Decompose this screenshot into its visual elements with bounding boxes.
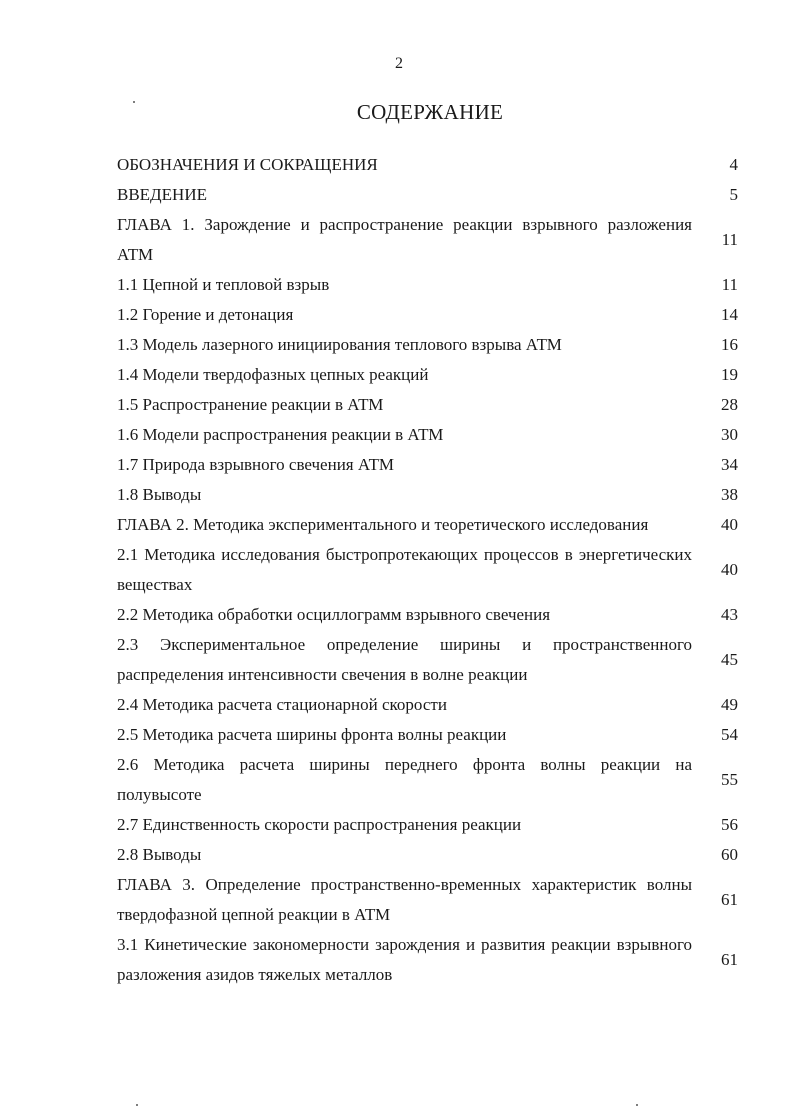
toc-entry-title: 1.2 Горение и детонация	[117, 305, 294, 324]
toc-entry-page: 40	[721, 560, 738, 579]
toc-entry	[117, 390, 738, 420]
toc-entry	[117, 930, 738, 990]
toc-entry-title: 2.5 Методика расчета ширины фронта волны реакции	[117, 725, 507, 744]
toc-entry-page: 60	[721, 845, 738, 864]
toc-entry	[117, 270, 738, 300]
toc-entry-title: 1.4 Модели твердофазных цепных реакций	[117, 365, 429, 384]
scan-speck	[136, 1104, 138, 1106]
toc-entry-page: 55	[721, 770, 738, 789]
toc-entry	[117, 180, 738, 210]
toc-entry-page: 11	[721, 275, 738, 294]
toc-entry-page: 61	[721, 950, 738, 969]
toc-entry-page: 19	[721, 365, 738, 384]
scan-speck	[636, 1104, 638, 1106]
toc-entry-page: 28	[721, 395, 738, 414]
toc-entry-page: 40	[721, 515, 738, 534]
toc-entry-title: 1.3 Модель лазерного инициирования теплового взрыва АТМ	[117, 335, 562, 354]
toc-entry-title: 2.2 Методика обработки осциллограмм взрывного свечения	[117, 605, 551, 624]
toc-entry-title: 2.1 Методика исследования быстропротекающих процессов в энергетических веществах	[117, 545, 692, 594]
toc-entry-title: 1.1 Цепной и тепловой взрыв	[117, 275, 330, 294]
toc-entry-title: 2.7 Единственность скорости распространения реакции	[117, 815, 522, 834]
toc-entry-page: 34	[721, 455, 738, 474]
toc-entry-page: 38	[721, 485, 738, 504]
toc-entry-page: 45	[721, 650, 738, 669]
toc-entry	[117, 870, 738, 930]
toc-entry-page: 49	[721, 695, 738, 714]
toc-entry	[117, 360, 738, 390]
toc-entry-page: 11	[721, 230, 738, 249]
scan-speck	[133, 101, 135, 103]
toc-entry-title: 2.6 Методика расчета ширины переднего фронта волны реакции на полувысоте	[117, 755, 692, 804]
toc-entry-page: 61	[721, 890, 738, 909]
toc-entry	[117, 150, 738, 180]
page-number: 2	[395, 55, 403, 72]
toc-entry	[117, 330, 738, 360]
toc-entry-page: 30	[721, 425, 738, 444]
toc-entry	[117, 300, 738, 330]
toc-entry	[117, 720, 738, 750]
toc-entry-title: 2.4 Методика расчета стационарной скорости	[117, 695, 447, 714]
toc-entry-title: ВВЕДЕНИЕ	[117, 185, 207, 204]
toc-entry	[117, 690, 738, 720]
toc-entry-title: ГЛАВА 3. Определение пространственно-временных характеристик волны твердофазной цепной реакции в АТМ	[117, 875, 692, 924]
toc-entry-page: 43	[721, 605, 738, 624]
toc-entry	[117, 810, 738, 840]
toc-entry	[117, 510, 738, 540]
toc-entry-title: 2.8 Выводы	[117, 845, 202, 864]
toc-entry-title: 1.8 Выводы	[117, 485, 202, 504]
page-title: СОДЕРЖАНИЕ	[356, 100, 504, 124]
toc-entry-page: 4	[729, 155, 738, 174]
toc-entry-title: 2.3 Экспериментальное определение ширины и пространственного распределения интенсивности свечения в волне реакции	[117, 635, 692, 684]
toc-entry	[117, 450, 738, 480]
toc-entry-title: 1.7 Природа взрывного свечения АТМ	[117, 455, 394, 474]
toc-entry-page: 56	[721, 815, 738, 834]
toc-entry-title: 1.5 Распространение реакции в АТМ	[117, 395, 384, 414]
table-of-contents	[117, 150, 738, 990]
toc-entry-page: 5	[729, 185, 738, 204]
toc-entry-page: 16	[721, 335, 738, 354]
toc-entry	[117, 840, 738, 870]
toc-entry	[117, 540, 738, 600]
toc-entry	[117, 420, 738, 450]
toc-entry	[117, 600, 738, 630]
toc-entry-title: ГЛАВА 2. Методика экспериментального и теоретического исследования	[117, 515, 649, 534]
toc-entry-title: 3.1 Кинетические закономерности зарождения и развития реакции взрывного разложения азидов тяжелых металлов	[117, 935, 692, 984]
toc-entry-title: 1.6 Модели распространения реакции в АТМ	[117, 425, 444, 444]
toc-entry	[117, 210, 738, 270]
toc-entry-title: ОБОЗНАЧЕНИЯ И СОКРАЩЕНИЯ	[117, 155, 378, 174]
toc-entry-page: 54	[721, 725, 738, 744]
toc-entry-page: 14	[721, 305, 738, 324]
toc-entry	[117, 630, 738, 690]
toc-entry-title: ГЛАВА 1. Зарождение и распространение реакции взрывного разложения АТМ	[117, 215, 692, 264]
toc-entry	[117, 480, 738, 510]
toc-entry	[117, 750, 738, 810]
